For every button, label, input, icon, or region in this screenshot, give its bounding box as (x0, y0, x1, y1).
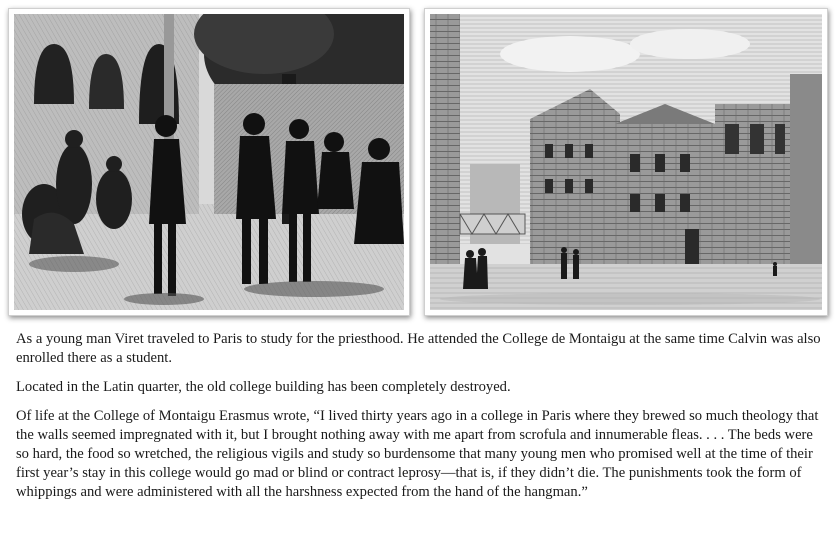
engraving-right-frame (424, 8, 828, 316)
caption-text-block (16, 330, 824, 512)
paragraph-latin-quarter: Located in the Latin quarter, the old college building has been completely destroyed. (16, 379, 511, 395)
engraving-college-building-icon (430, 14, 822, 310)
engraving-left-frame (8, 8, 410, 316)
engraving-students-courtyard-icon (14, 14, 404, 310)
paragraph-erasmus-quote: Of life at the College of Montaigu Erasmus wrote, “I lived thirty years ago in a college in Paris where they brewed so much theology that the walls seemed impregnated with it, but I brought nothing away with me apart from scrofula and innumerable fleas. . . . The beds were so hard, the food so wretched, the religious vigils and study so burdensome that many young men who promised well at the time of their first year’s stay in this college would go mad or blind or contract leprosy—that is, if they didn’t die. The punishments took the form of whippings and were administered with all the harshness expected from the hand of the hangman.” (16, 408, 819, 500)
paragraph-viret-paris: As a young man Viret traveled to Paris to study for the priesthood. He attended the College de Montaigu at the same time Calvin was also enrolled there as a student. (16, 331, 821, 366)
